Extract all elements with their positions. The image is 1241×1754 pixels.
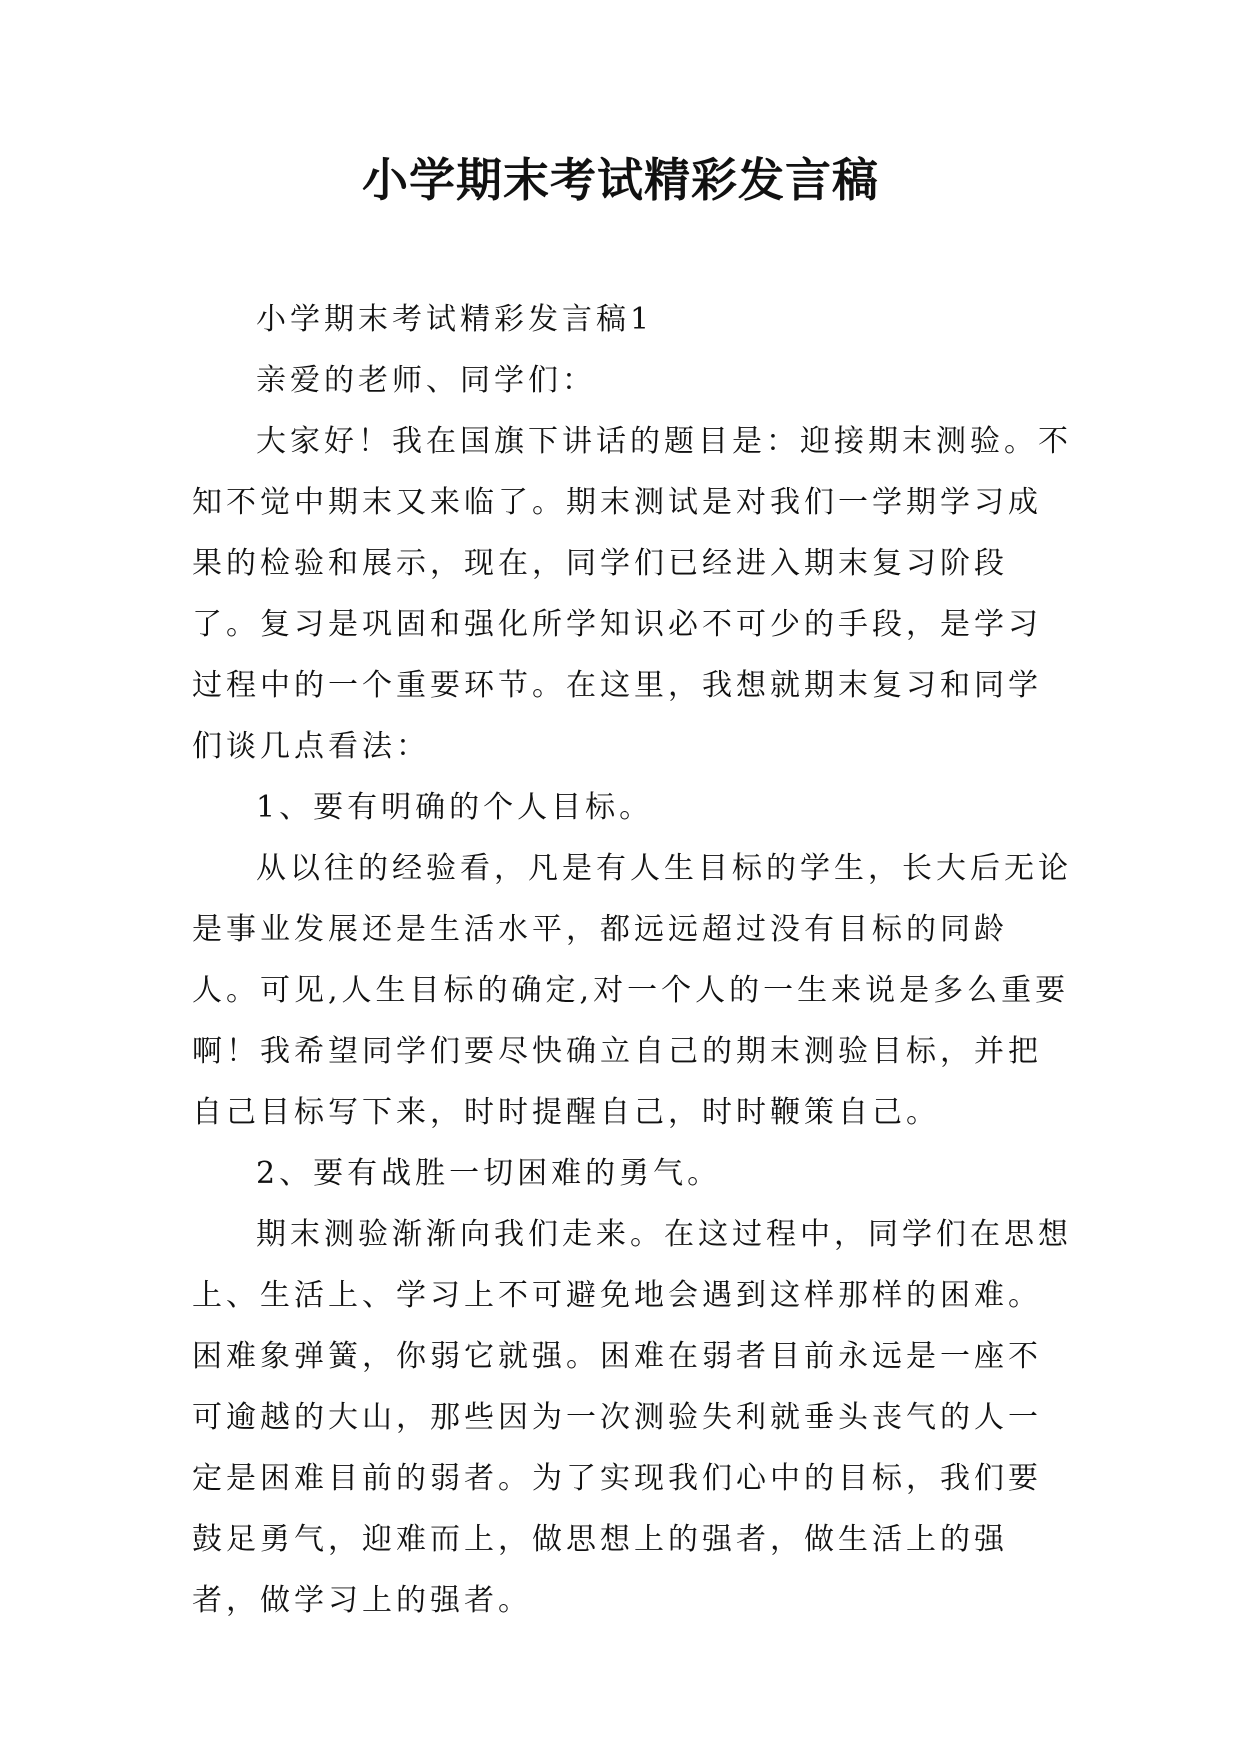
paragraph-intro: 大家好！我在国旗下讲话的题目是：迎接期末测验。不知不觉中期末又来临了。期末测试是对我们一学期学习成果的检验和展示，现在，同学们已经进入期末复习阶段了。复习是巩固和强化所学知识必不可少的手段，是学习过程中的一个重要环节。在这里，我想就期末复习和同学们谈几点看法： [192, 424, 1072, 764]
paragraph-point-1-heading: 1、要有明确的个人目标。 [256, 790, 654, 825]
paragraph-point-1-body: 从以往的经验看，凡是有人生目标的学生，长大后无论是事业发展还是生活水平，都远远超过没有目标的同龄人。可见,人生目标的确定,对一个人的一生来说是多么重要啊！我希望同学们要尽快确立自己的期末测验目标，并把自己目标写下来，时时提醒自己，时时鞭策自己。 [192, 851, 1072, 1130]
paragraph-subtitle: 小学期末考试精彩发言稿1 [256, 302, 654, 337]
paragraph-point-2-body: 期末测验渐渐向我们走来。在这过程中，同学们在思想上、生活上、学习上不可避免地会遇到这样那样的困难。困难象弹簧，你弱它就强。困难在弱者目前永远是一座不可逾越的大山，那些因为一次测验失利就垂头丧气的人一定是困难目前的弱者。为了实现我们心中的目标，我们要鼓足勇气，迎难而上，做思想上的强者，做生活上的强者，做学习上的强者。 [192, 1217, 1072, 1618]
document-body [192, 289, 1072, 1631]
paragraph-point-2-heading: 2、要有战胜一切困难的勇气。 [256, 1156, 722, 1191]
document-title: 小学期末考试精彩发言稿 [362, 153, 879, 207]
paragraph-salutation: 亲爱的老师、同学们： [256, 363, 596, 398]
